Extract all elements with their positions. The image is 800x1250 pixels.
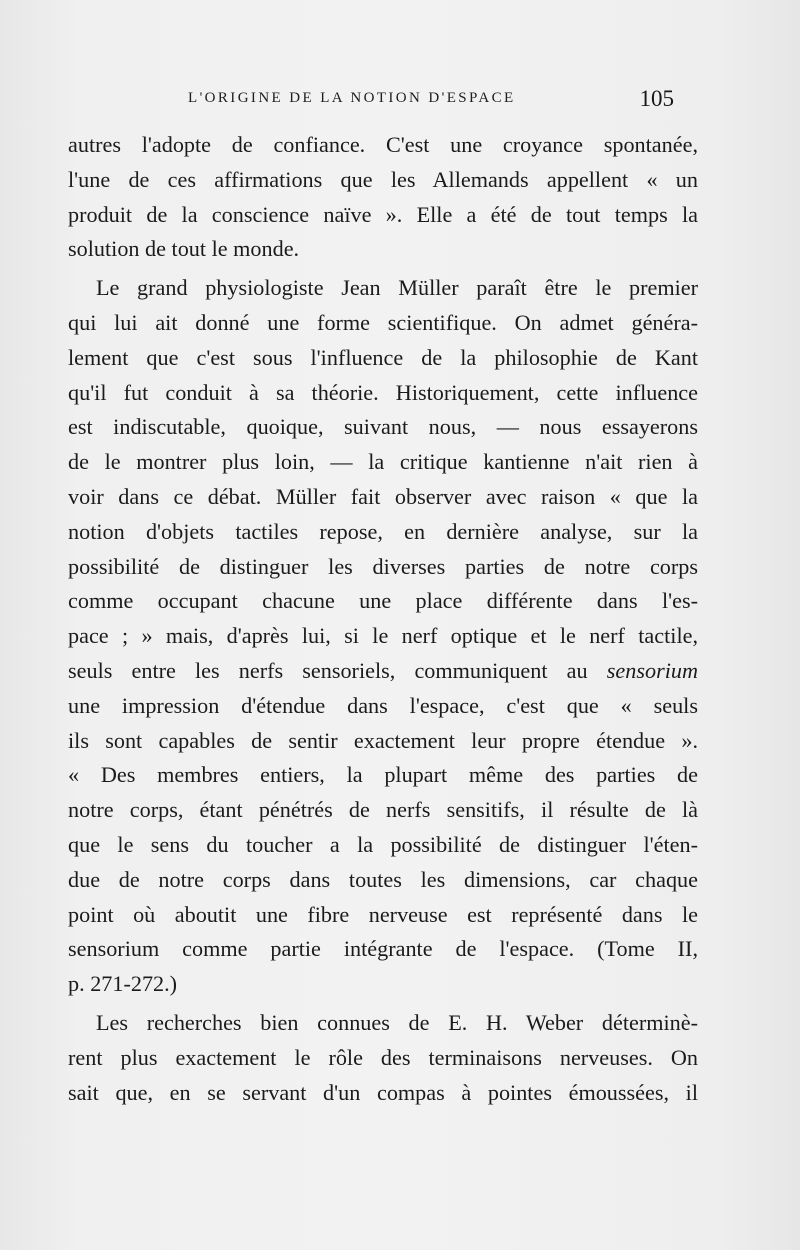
text-line: notion d'objets tactiles repose, en dernière analyse, sur la — [68, 518, 698, 544]
text-line: due de notre corps dans toutes les dimensions, car chaque — [68, 866, 698, 892]
italic-term-sensorium: sensorium — [606, 657, 698, 683]
text-line: qui lui ait donné une forme scientifique. On admet généra- — [68, 309, 698, 335]
text-line: p. 271-272.) — [68, 971, 178, 997]
text-line: une impression d'étendue dans l'espace, c'est que « seuls — [68, 692, 698, 718]
running-title: L'ORIGINE DE LA NOTION D'ESPACE — [188, 90, 516, 106]
text-line: de le montrer plus loin, — la critique kantienne n'ait rien à — [68, 449, 698, 475]
body-text — [68, 128, 698, 1110]
text-line: sait que, en se servant d'un compas à pointes émoussées, il — [68, 1079, 698, 1105]
text-line: notre corps, étant pénétrés de nerfs sensitifs, il résulte de là — [68, 797, 698, 823]
text-line: Les recherches bien connues de E. H. Weber déterminè- — [96, 1009, 698, 1035]
text-line-with-italic — [68, 654, 698, 689]
text-line: voir dans ce débat. Müller fait observer avec raison « que la — [68, 483, 698, 509]
text-line: « Des membres entiers, la plupart même des parties de — [68, 762, 698, 788]
text-line: lement que c'est sous l'influence de la philosophie de Kant — [68, 344, 698, 370]
text-line: autres l'adopte de confiance. C'est une croyance spontanée, — [68, 132, 698, 157]
paragraph-1 — [68, 128, 698, 267]
text-line: est indiscutable, quoique, suivant nous, — nous essayerons — [68, 414, 698, 440]
text-line: sensorium comme partie intégrante de l'espace. (Tome II, — [68, 936, 698, 962]
text-line-segment: seuls entre les nerfs sensoriels, communiquent au — [68, 657, 588, 683]
text-line: Le grand physiologiste Jean Müller paraît être le premier — [96, 275, 698, 301]
text-line: ils sont capables de sentir exactement leur propre étendue ». — [68, 727, 698, 753]
paragraph-2 — [68, 271, 698, 1002]
page-number: 105 — [639, 86, 674, 111]
text-line: comme occupant chacune une place différente dans l'es- — [68, 588, 698, 614]
text-line: produit de la conscience naïve ». Elle a été de tout temps la — [68, 201, 698, 227]
text-line: solution de tout le monde. — [68, 236, 300, 262]
text-line: l'une de ces affirmations que les Allemands appellent « un — [68, 166, 698, 192]
text-line: que le sens du toucher a la possibilité de distinguer l'éten- — [68, 831, 698, 857]
paragraph-3 — [68, 1006, 698, 1110]
running-header — [70, 88, 680, 116]
text-line: point où aboutit une fibre nerveuse est représenté dans le — [68, 901, 698, 927]
text-line: pace ; » mais, d'après lui, si le nerf optique et le nerf tactile, — [68, 623, 698, 649]
text-line: possibilité de distinguer les diverses parties de notre corps — [68, 553, 698, 579]
text-line: qu'il fut conduit à sa théorie. Historiquement, cette influence — [68, 379, 698, 405]
text-line: rent plus exactement le rôle des terminaisons nerveuses. On — [68, 1044, 698, 1070]
